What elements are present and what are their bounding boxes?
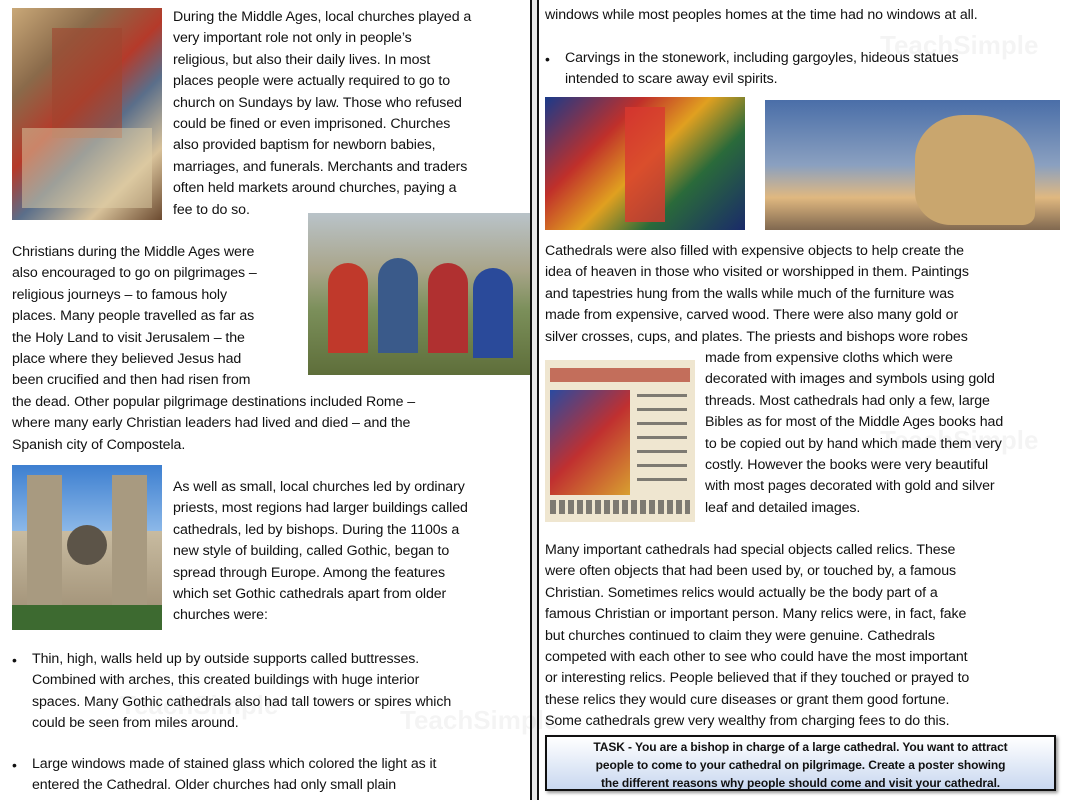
paragraph-windows-continued <box>545 5 1060 26</box>
text-line: Spanish city of Compostela. <box>12 436 186 453</box>
text-line: church on Sundays by law. Those who refused <box>173 94 462 111</box>
text-line: with most pages decorated with gold and silver <box>705 478 995 495</box>
text-line: leaf and detailed images. <box>705 499 861 516</box>
paragraph-expensive-objects <box>545 241 1060 348</box>
text-line: place where they believed Jesus had <box>12 351 242 368</box>
text-line: and tapestries hung from the walls while much of the furniture was <box>545 285 954 302</box>
text-line: Combined with arches, this created buildings with huge interior <box>32 672 420 689</box>
text-line: Thin, high, walls held up by outside supports called buttresses. <box>32 651 420 667</box>
text-line: silver crosses, cups, and plates. The priests and bishops wore robes <box>545 328 968 345</box>
text-line: famous Christian or important person. Many relics were, in fact, fake <box>545 606 967 623</box>
text-line: fee to do so. <box>173 201 250 218</box>
bullet-buttresses <box>32 649 527 735</box>
text-line: decorated with images and symbols using gold <box>705 371 995 388</box>
task-box <box>545 735 1056 791</box>
text-line: windows while most peoples homes at the time had no windows at all. <box>545 7 978 23</box>
text-line: Christian. Sometimes relics would actually be the body part of a <box>545 584 938 601</box>
bullet-gargoyles <box>565 48 1060 91</box>
text-line: spaces. Many Gothic cathedrals also had tall towers or spires which <box>32 693 452 710</box>
illuminated-bible-image <box>545 360 695 522</box>
text-line: spread through Europe. Among the features <box>173 564 445 581</box>
text-line: the different reasons why people should come and visit your cathedral. <box>600 776 1001 790</box>
text-line: Large windows made of stained glass which colored the light as it <box>32 756 437 772</box>
text-line: Cathedrals were also filled with expensive objects to help create the <box>545 243 964 259</box>
text-line: Many important cathedrals had special objects called relics. These <box>545 542 956 558</box>
text-line: where many early Christian leaders had lived and died – and the <box>12 415 411 432</box>
text-line: Bibles as for most of the Middle Ages books had <box>705 414 1004 431</box>
text-line: the Holy Land to visit Jerusalem – the <box>12 329 245 346</box>
text-line: been crucified and then had risen from <box>12 372 251 389</box>
bullet-icon: • <box>12 757 17 773</box>
text-line: Carvings in the stonework, including gargoyles, hideous statues <box>565 50 959 66</box>
text-line: threads. Most cathedrals had only a few, large <box>705 392 990 409</box>
text-line: were often objects that had been used by, or touched by, a famous <box>545 563 956 580</box>
text-line: which set Gothic cathedrals apart from older <box>173 586 447 603</box>
text-line: very important role not only in people’s <box>173 30 412 47</box>
text-line: to be copied out by hand which made them very <box>705 435 1002 452</box>
text-line: Christians during the Middle Ages were <box>12 244 255 260</box>
text-line: places. Many people travelled as far as <box>12 308 255 325</box>
text-line: priests, most regions had larger buildings called <box>173 500 468 517</box>
text-line: religious, but also their daily lives. In most <box>173 51 431 68</box>
bullet-icon: • <box>12 652 17 668</box>
text-line: As well as small, local churches led by ordinary <box>173 479 465 495</box>
paragraph-church-daily-life <box>173 7 528 221</box>
bullet-stained-glass <box>32 754 527 797</box>
text-line: intended to scare away evil spirits. <box>565 71 778 88</box>
text-line: idea of heaven in those who visited or worshipped in them. Paintings <box>545 264 969 281</box>
text-line: often held markets around churches, paying a <box>173 180 457 197</box>
text-line: also provided baptism for newborn babies, <box>173 137 436 154</box>
paragraph-relics <box>545 540 1060 733</box>
text-line: competed with each other to see who could have the most important <box>545 649 968 666</box>
text-line: costly. However the books were very beautiful <box>705 457 989 474</box>
bullet-icon: • <box>545 51 550 67</box>
text-line: marriages, and funerals. Merchants and traders <box>173 158 468 175</box>
text-line: Some cathedrals grew very wealthy from charging fees to do this. <box>545 713 950 730</box>
text-line: cathedrals, led by bishops. During the 1100s a <box>173 521 460 538</box>
text-line: people to come to your cathedral on pilgrimage. Create a poster showing <box>595 758 1006 772</box>
text-line: made from expensive cloths which were <box>705 350 953 366</box>
text-line: made from expensive, carved wood. There were also many gold or <box>545 307 959 324</box>
gothic-cathedral-image <box>12 465 162 630</box>
paragraph-cathedrals-gothic <box>173 477 528 627</box>
text-line: also encouraged to go on pilgrimages – <box>12 265 257 282</box>
text-line: religious journeys – to famous holy <box>12 286 227 303</box>
gargoyle-image <box>765 100 1060 230</box>
text-line: but churches continued to claim they were genuine. Cathedrals <box>545 627 935 644</box>
text-line: or interesting relics. People believed that if they touched or prayed to <box>545 670 970 687</box>
text-line: could be fined or even imprisoned. Churches <box>173 116 451 133</box>
stained-glass-image <box>545 97 745 230</box>
paragraph-expensive-objects-continued <box>705 348 1060 519</box>
text-line: entered the Cathedral. Older churches had only small plain <box>32 777 397 794</box>
text-line: these relics they would cure diseases or grant them good fortune. <box>545 691 950 708</box>
text-line: churches were: <box>173 607 268 624</box>
text-line: could be seen from miles around. <box>32 715 239 732</box>
text-line: places people were actually required to go to <box>173 73 451 90</box>
medieval-church-manuscript-image <box>12 8 162 220</box>
text-line: During the Middle Ages, local churches played a <box>173 9 472 25</box>
text-line: TASK - You are a bishop in charge of a large cathedral. You want to attract <box>593 740 1008 754</box>
paragraph-pilgrimages <box>12 242 527 456</box>
text-line: new style of building, called Gothic, began to <box>173 543 450 560</box>
text-line: the dead. Other popular pilgrimage destinations included Rome – <box>12 393 416 410</box>
